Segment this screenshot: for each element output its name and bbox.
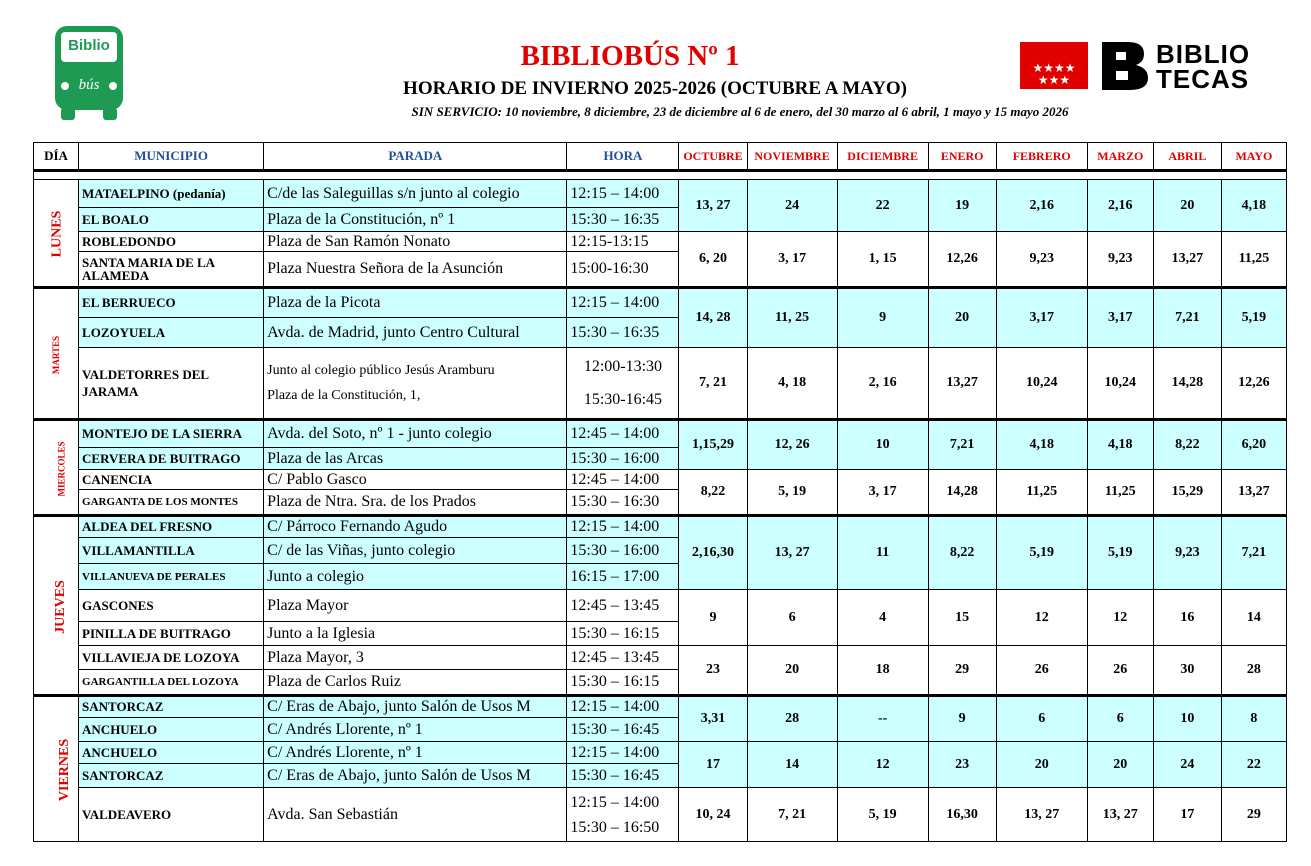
date-cell: 1, 15 (837, 232, 928, 288)
hora-cell: 12:15 – 14:00 (567, 696, 679, 718)
hora-line: 12:00-13:30 (583, 358, 663, 375)
date-cell: 19 (928, 180, 996, 232)
date-cell: 9 (837, 288, 928, 348)
date-cell: 15,29 (1153, 470, 1221, 516)
hora-cell (567, 348, 679, 420)
date-cell: 13,27 (928, 348, 996, 420)
date-cell: 7,21 (1221, 516, 1286, 590)
date-cell: 4,18 (1221, 180, 1286, 232)
date-cell: 9 (928, 696, 996, 742)
parada-line: Plaza de la Constitución, 1, (267, 388, 421, 403)
date-cell: 26 (996, 646, 1087, 696)
table-spacer (34, 171, 1287, 180)
col-mayo: MAYO (1221, 143, 1286, 171)
table-row (34, 288, 1287, 318)
page-subtitle: HORARIO DE INVIERNO 2025-2026 (OCTUBRE A MAYO) (403, 78, 907, 99)
municipio-cell: ANCHUELO (79, 718, 264, 742)
table-row (34, 590, 1287, 622)
date-cell: -- (837, 696, 928, 742)
hora-cell: 15:30 – 16:45 (567, 764, 679, 788)
comunidad-madrid-logo (1020, 42, 1088, 89)
date-cell: 3, 17 (747, 232, 837, 288)
parada-cell: C/de las Saleguillas s/n junto al colegio (264, 180, 567, 208)
hora-cell: 12:45 – 13:45 (567, 646, 679, 670)
col-municipio: MUNICIPIO (79, 143, 264, 171)
date-cell: 3,17 (1087, 288, 1153, 348)
parada-cell: Plaza de Ntra. Sra. de los Prados (264, 490, 567, 516)
day-jueves: JUEVES (34, 516, 79, 696)
date-cell: 24 (1153, 742, 1221, 788)
parada-cell: C/ Pablo Gasco (264, 470, 567, 490)
date-cell: 11 (837, 516, 928, 590)
parada-cell: Plaza Mayor (264, 590, 567, 622)
parada-cell: C/ Eras de Abajo, junto Salón de Usos M (264, 696, 567, 718)
hora-cell: 12:15 – 14:00 (567, 516, 679, 538)
hora-cell: 12:45 – 14:00 (567, 420, 679, 448)
table-row (34, 348, 1287, 420)
parada-cell: Avda. del Soto, nº 1 - junto colegio (264, 420, 567, 448)
date-cell: 8 (1221, 696, 1286, 742)
municipio-cell: LOZOYUELA (79, 318, 264, 348)
hora-cell: 16:15 – 17:00 (567, 564, 679, 590)
date-cell: 2,16 (996, 180, 1087, 232)
hora-line: 15:30-16:45 (583, 391, 663, 408)
table-header-row (34, 143, 1287, 171)
hora-cell: 15:30 – 16:00 (567, 448, 679, 470)
table-row (34, 646, 1287, 670)
table-row (34, 742, 1287, 764)
parada-cell: C/ de las Viñas, junto colegio (264, 538, 567, 564)
date-cell: 17 (1153, 788, 1221, 842)
date-cell: 5,19 (1221, 288, 1286, 348)
date-cell: 12 (996, 590, 1087, 646)
table-row (34, 232, 1287, 252)
date-cell: 13, 27 (996, 788, 1087, 842)
hora-line: 15:30 – 16:50 (570, 818, 660, 836)
date-cell: 11,25 (1221, 232, 1286, 288)
date-cell: 28 (747, 696, 837, 742)
col-hora: HORA (567, 143, 679, 171)
bus-logo-text-bottom: bús (78, 77, 100, 93)
day-viernes: VIERNES (34, 696, 79, 842)
date-cell: 12 (1087, 590, 1153, 646)
hora-cell: 15:30 – 16:15 (567, 622, 679, 646)
hora-cell: 12:15 – 14:00 (567, 288, 679, 318)
col-parada: PARADA (264, 143, 567, 171)
municipio-cell: VALDEAVERO (79, 788, 264, 842)
municipio-cell: EL BERRUECO (79, 288, 264, 318)
municipio-cell: MATAELPINO (pedanía) (79, 180, 264, 208)
day-lunes: LUNES (34, 180, 79, 288)
day-martes: MARTES (34, 288, 79, 420)
col-noviembre: NOVIEMBRE (747, 143, 837, 171)
date-cell: 24 (747, 180, 837, 232)
date-cell: 13,27 (1153, 232, 1221, 288)
municipio-cell: MONTEJO DE LA SIERRA (79, 420, 264, 448)
col-marzo: MARZO (1087, 143, 1153, 171)
date-cell: 14,28 (1153, 348, 1221, 420)
date-cell: 9,23 (996, 232, 1087, 288)
date-cell: 16 (1153, 590, 1221, 646)
hora-cell: 15:30 – 16:00 (567, 538, 679, 564)
date-cell: 20 (747, 646, 837, 696)
municipio-cell: VILLAVIEJA DE LOZOYA (79, 646, 264, 670)
hora-line: 12:15 – 14:00 (570, 793, 660, 811)
col-octubre: OCTUBRE (679, 143, 747, 171)
date-cell: 10,24 (996, 348, 1087, 420)
svg-text:★★★: ★★★ (1037, 73, 1071, 87)
date-cell: 1,15,29 (679, 420, 747, 470)
hora-cell: 15:30 – 16:35 (567, 208, 679, 232)
date-cell: 29 (928, 646, 996, 696)
date-cell: 23 (679, 646, 747, 696)
date-cell: 2,16 (1087, 180, 1153, 232)
svg-text:★★★★: ★★★★ (1032, 61, 1076, 75)
parada-cell: C/ Andrés Llorente, nº 1 (264, 718, 567, 742)
date-cell: 8,22 (928, 516, 996, 590)
date-cell: 26 (1087, 646, 1153, 696)
date-cell: 4, 18 (747, 348, 837, 420)
date-cell: 8,22 (1153, 420, 1221, 470)
table-row (34, 180, 1287, 208)
date-cell: 3,17 (996, 288, 1087, 348)
hora-cell: 12:45 – 13:45 (567, 590, 679, 622)
parada-cell: C/ Andrés Llorente, nº 1 (264, 742, 567, 764)
municipio-cell: PINILLA DE BUITRAGO (79, 622, 264, 646)
date-cell: 12,26 (1221, 348, 1286, 420)
date-cell: 12 (837, 742, 928, 788)
date-cell: 28 (1221, 646, 1286, 696)
municipio-cell: ALDEA DEL FRESNO (79, 516, 264, 538)
parada-cell (264, 348, 567, 420)
date-cell: 20 (1087, 742, 1153, 788)
date-cell: 18 (837, 646, 928, 696)
date-cell: 20 (996, 742, 1087, 788)
page-title: BIBLIOBÚS Nº 1 (520, 40, 740, 72)
parada-cell: Avda. de Madrid, junto Centro Cultural (264, 318, 567, 348)
date-cell: 14,28 (928, 470, 996, 516)
col-febrero: FEBRERO (996, 143, 1087, 171)
table-row (34, 420, 1287, 448)
date-cell: 23 (928, 742, 996, 788)
date-cell: 29 (1221, 788, 1286, 842)
date-cell: 30 (1153, 646, 1221, 696)
date-cell: 6,20 (1221, 420, 1286, 470)
municipio-cell: ANCHUELO (79, 742, 264, 764)
hora-cell: 12:45 – 14:00 (567, 470, 679, 490)
schedule-table (33, 142, 1287, 842)
date-cell: 11,25 (1087, 470, 1153, 516)
date-cell: 12,26 (928, 232, 996, 288)
date-cell: 4 (837, 590, 928, 646)
bibliotecas-line2: TECAS (1156, 64, 1250, 94)
date-cell: 8,22 (679, 470, 747, 516)
parada-cell: Junto a colegio (264, 564, 567, 590)
date-cell: 22 (1221, 742, 1286, 788)
date-cell: 12, 26 (747, 420, 837, 470)
hora-cell: 12:15 – 14:00 (567, 742, 679, 764)
municipio-cell: EL BOALO (79, 208, 264, 232)
table-row (34, 516, 1287, 538)
date-cell: 5,19 (1087, 516, 1153, 590)
date-cell: 2, 16 (837, 348, 928, 420)
municipio-cell: SANTORCAZ (79, 764, 264, 788)
b-emblem-icon (1098, 40, 1150, 92)
hora-cell: 15:30 – 16:30 (567, 490, 679, 516)
no-service-notice: SIN SERVICIO: 10 noviembre, 8 diciembre, 23 de diciembre al 6 de enero, del 30 marzo al 6 abril, 1 mayo y 15 mayo 2026 (411, 104, 1069, 119)
parada-cell: Junto a la Iglesia (264, 622, 567, 646)
municipio-cell: GARGANTA DE LOS MONTES (79, 490, 264, 516)
date-cell: 3, 17 (837, 470, 928, 516)
date-cell: 9,23 (1153, 516, 1221, 590)
municipio-cell: VILLANUEVA DE PERALES (79, 564, 264, 590)
date-cell: 13,27 (1221, 470, 1286, 516)
date-cell: 20 (1153, 180, 1221, 232)
date-cell: 7,21 (928, 420, 996, 470)
date-cell: 4,18 (1087, 420, 1153, 470)
date-cell: 11,25 (996, 470, 1087, 516)
date-cell: 14 (1221, 590, 1286, 646)
col-abril: ABRIL (1153, 143, 1221, 171)
municipio-cell: SANTA MARIA DE LA ALAMEDA (79, 252, 264, 288)
date-cell: 6 (747, 590, 837, 646)
bibliotecas-line1: BIBLIO (1156, 39, 1251, 69)
date-cell: 10 (837, 420, 928, 470)
date-cell: 5, 19 (837, 788, 928, 842)
parada-cell: Plaza de las Arcas (264, 448, 567, 470)
date-cell: 13, 27 (1087, 788, 1153, 842)
parada-line: Junto al colegio público Jesús Aramburu (267, 363, 495, 378)
date-cell: 13, 27 (747, 516, 837, 590)
date-cell: 17 (679, 742, 747, 788)
col-dia: DÍA (34, 143, 79, 171)
date-cell: 20 (928, 288, 996, 348)
date-cell: 4,18 (996, 420, 1087, 470)
parada-cell: Plaza de la Constitución, nº 1 (264, 208, 567, 232)
schedule-table-wrapper (33, 142, 1287, 866)
date-cell: 9 (679, 590, 747, 646)
table-row (34, 470, 1287, 490)
parada-cell: C/ Párroco Fernando Agudo (264, 516, 567, 538)
date-cell: 9,23 (1087, 232, 1153, 288)
municipio-cell: GASCONES (79, 590, 264, 622)
date-cell: 22 (837, 180, 928, 232)
date-cell: 6 (1087, 696, 1153, 742)
date-cell: 7,21 (1153, 288, 1221, 348)
bibliotecas-logo (1098, 40, 1298, 92)
municipio-cell: ROBLEDONDO (79, 232, 264, 252)
table-row (34, 788, 1287, 842)
date-cell: 11, 25 (747, 288, 837, 348)
hora-cell (567, 788, 679, 842)
col-enero: ENERO (928, 143, 996, 171)
date-cell: 7, 21 (679, 348, 747, 420)
table-row (34, 696, 1287, 718)
date-cell: 5,19 (996, 516, 1087, 590)
date-cell: 14 (747, 742, 837, 788)
date-cell: 6 (996, 696, 1087, 742)
parada-cell: Plaza de Carlos Ruiz (264, 670, 567, 696)
hora-cell: 15:30 – 16:35 (567, 318, 679, 348)
municipio-cell: VALDETORRES DEL JARAMA (79, 348, 264, 420)
hora-cell: 15:30 – 16:45 (567, 718, 679, 742)
hora-cell: 12:15-13:15 (567, 232, 679, 252)
parada-cell: Plaza Mayor, 3 (264, 646, 567, 670)
date-cell: 14, 28 (679, 288, 747, 348)
date-cell: 6, 20 (679, 232, 747, 288)
hora-cell: 15:00-16:30 (567, 252, 679, 288)
date-cell: 10,24 (1087, 348, 1153, 420)
parada-cell: Avda. San Sebastián (264, 788, 567, 842)
date-cell: 10 (1153, 696, 1221, 742)
parada-cell: C/ Eras de Abajo, junto Salón de Usos M (264, 764, 567, 788)
parada-cell: Plaza de San Ramón Nonato (264, 232, 567, 252)
municipio-cell: VILLAMANTILLA (79, 538, 264, 564)
municipio-cell: CERVERA DE BUITRAGO (79, 448, 264, 470)
date-cell: 15 (928, 590, 996, 646)
hora-cell: 15:30 – 16:15 (567, 670, 679, 696)
date-cell: 13, 27 (679, 180, 747, 232)
date-cell: 16,30 (928, 788, 996, 842)
date-cell: 10, 24 (679, 788, 747, 842)
parada-cell: Plaza Nuestra Señora de la Asunción (264, 252, 567, 288)
day-miercoles: MIERCOLES (34, 420, 79, 516)
hora-cell: 12:15 – 14:00 (567, 180, 679, 208)
parada-cell: Plaza de la Picota (264, 288, 567, 318)
date-cell: 2,16,30 (679, 516, 747, 590)
municipio-cell: CANENCIA (79, 470, 264, 490)
date-cell: 7, 21 (747, 788, 837, 842)
date-cell: 5, 19 (747, 470, 837, 516)
col-diciembre: DICIEMBRE (837, 143, 928, 171)
bus-logo-text-top: Biblio (68, 37, 110, 54)
municipio-cell: SANTORCAZ (79, 696, 264, 718)
municipio-cell: GARGANTILLA DEL LOZOYA (79, 670, 264, 696)
date-cell: 3,31 (679, 696, 747, 742)
